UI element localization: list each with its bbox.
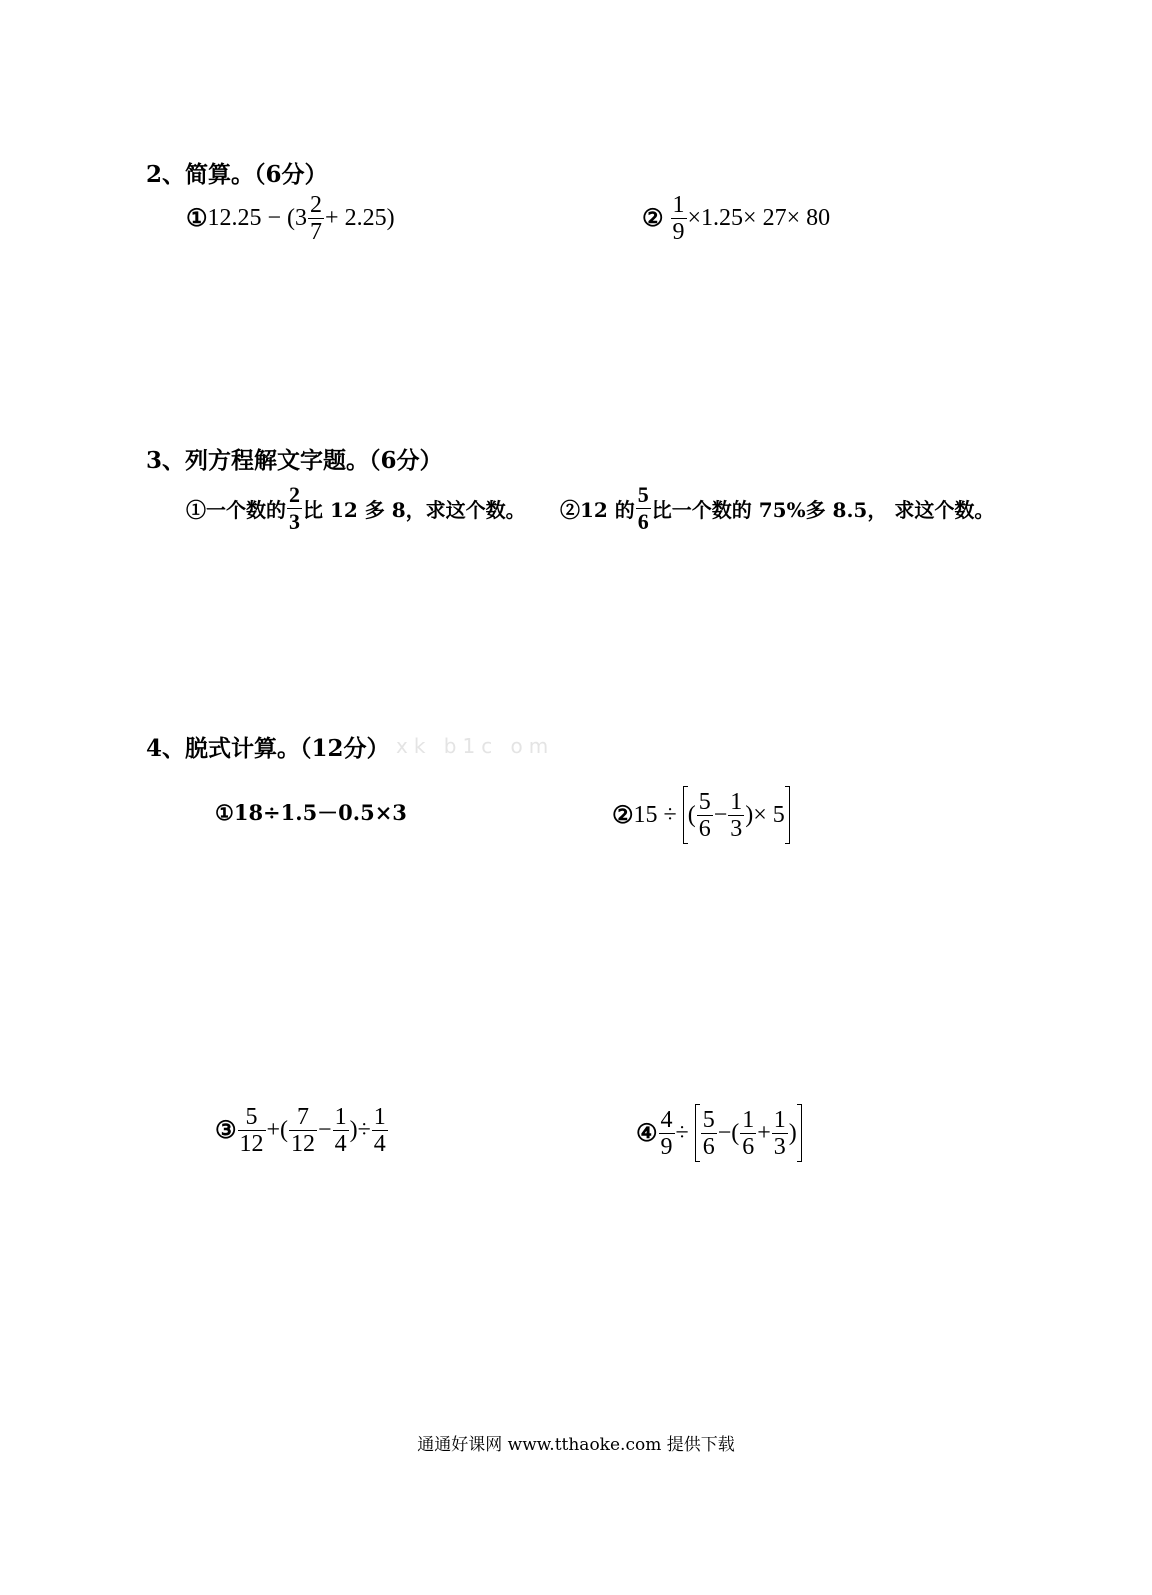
- expr-part: ): [788, 1119, 797, 1146]
- expr-part: −: [318, 1117, 332, 1143]
- right-bracket: [785, 786, 790, 844]
- problem-3-1: [186, 482, 526, 535]
- text-part: ②12 的: [560, 498, 635, 522]
- expr-part: +(: [266, 1117, 289, 1143]
- fraction: $\frac{7}{12}$: [291, 1104, 316, 1157]
- fraction: $\frac{5}{6}$: [637, 482, 649, 534]
- expr-part: (: [687, 801, 696, 828]
- expr-part: ÷: [675, 1119, 689, 1146]
- problem-number: ①: [186, 206, 208, 232]
- expr-part: +: [757, 1119, 771, 1146]
- expr-part: )÷: [349, 1117, 371, 1143]
- expr-part: + 2.25): [325, 205, 395, 231]
- watermark: xk b1c om: [396, 734, 555, 758]
- expr-part: 12.25 − (3: [207, 205, 308, 231]
- right-bracket: [797, 1104, 802, 1162]
- problem-4-2: [612, 786, 790, 844]
- fraction: $\frac{1}{3}$: [730, 788, 743, 842]
- fraction: $\frac{5}{6}$: [702, 1106, 715, 1160]
- problem-4-4: [636, 1104, 802, 1162]
- problem-number: ②: [612, 802, 634, 829]
- fraction: $\frac{1}{3}$: [773, 1106, 786, 1160]
- section-4-heading: 4、脱式计算。（12分）: [146, 735, 390, 762]
- expr-part: −(: [717, 1119, 740, 1146]
- problem-2-1: [186, 192, 395, 245]
- text-part: 比 12 多 8，求这个数。: [303, 498, 526, 522]
- section-2-heading: 2、简算。（6分）: [146, 161, 328, 188]
- problem-number: ④: [636, 1120, 658, 1147]
- fraction: $\frac{2}{3}$: [289, 482, 300, 534]
- problem-4-3: [215, 1104, 389, 1157]
- section-3-heading: 3、列方程解文字题。（6分）: [146, 447, 443, 474]
- text-part: 比一个数的 75%多 8.5， 求这个数。: [651, 498, 995, 522]
- left-bracket: [695, 1104, 700, 1162]
- fraction: $\frac{2}{7}$: [310, 192, 323, 245]
- fraction: $\frac{5}{6}$: [698, 788, 711, 842]
- fraction: $\frac{1}{6}$: [742, 1106, 755, 1160]
- footer: 通通好课网 www.tthaoke.com 提供下载: [417, 1435, 735, 1455]
- problem-number: ②: [642, 206, 664, 232]
- problem-number: ③: [215, 1118, 237, 1144]
- problem-3-2: [560, 482, 994, 535]
- expr-part: 15 ÷: [633, 801, 677, 828]
- problem-2-2: [642, 192, 830, 245]
- problem-4-1: ①18÷1.5－0.5×3: [215, 800, 407, 825]
- expr-part: −: [713, 801, 728, 828]
- fraction: $\frac{1}{4}$: [334, 1104, 347, 1157]
- expr-part: ×1.25× 27× 80: [687, 205, 831, 231]
- fraction: $\frac{1}{9}$: [672, 192, 685, 245]
- fraction: $\frac{5}{12}$: [239, 1104, 264, 1157]
- fraction: $\frac{4}{9}$: [660, 1106, 673, 1160]
- text-part: ①一个数的: [186, 498, 286, 522]
- expr-part: )× 5: [745, 801, 785, 828]
- fraction: $\frac{1}{4}$: [373, 1104, 386, 1157]
